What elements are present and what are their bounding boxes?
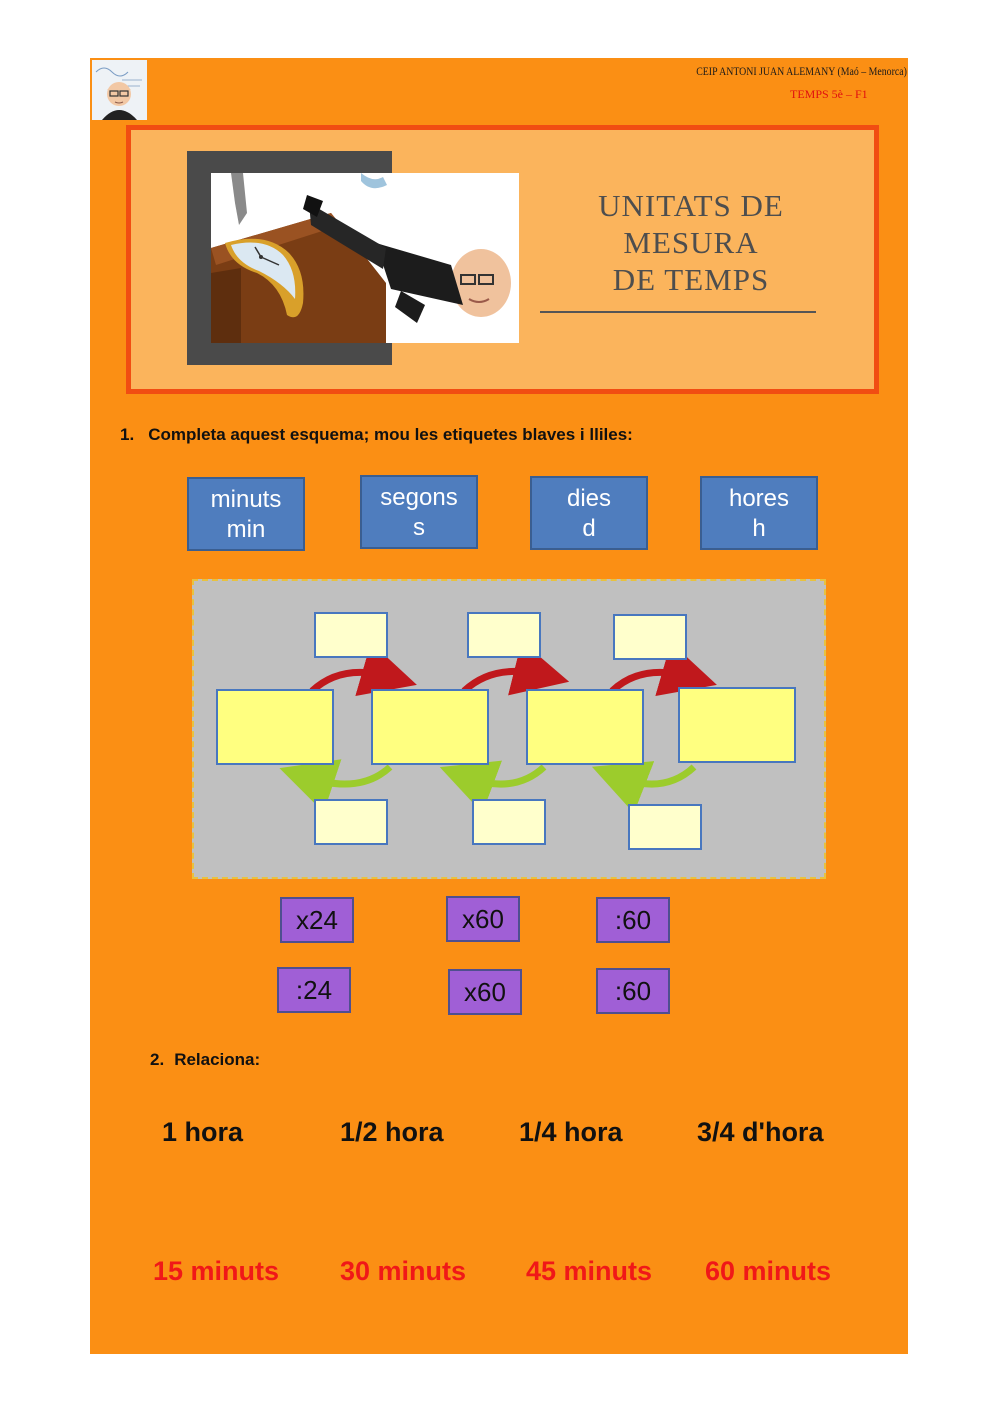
tag-segons-abbr: s xyxy=(413,514,425,541)
arrow-bottom-3-icon xyxy=(618,767,694,784)
avatar-icon xyxy=(92,60,147,120)
operator-tag-4[interactable]: :24 xyxy=(277,967,351,1013)
operator-slot-top-3[interactable] xyxy=(613,614,687,660)
melting-clock-icon xyxy=(211,173,519,343)
unit-slot-4[interactable] xyxy=(678,687,796,763)
question-2-number: 2. xyxy=(150,1050,165,1069)
tag-minuts-name: minuts xyxy=(210,486,282,513)
operator-tag-6[interactable]: :60 xyxy=(596,968,670,1014)
operator-tag-3[interactable]: :60 xyxy=(596,897,670,943)
match-hour-2[interactable]: 1/2 hora xyxy=(340,1117,444,1147)
operator-slot-top-1[interactable] xyxy=(314,612,388,658)
match-hour-1[interactable]: 1 hora xyxy=(162,1117,244,1147)
tag-segons-name: segons xyxy=(380,484,458,511)
operator-tag-5[interactable]: x60 xyxy=(448,969,522,1015)
tag-minuts-abbr: min xyxy=(226,516,266,543)
banner-title-line-1: UNITATS DE xyxy=(598,188,784,223)
conversion-scheme xyxy=(192,579,826,879)
tag-hores-abbr: h xyxy=(752,515,766,542)
question-1-text: Completa aquest esquema; mou les etiquetes blaves i lliles: xyxy=(148,425,633,444)
operator-slot-bottom-3[interactable] xyxy=(628,804,702,850)
operator-slot-bottom-2[interactable] xyxy=(472,799,546,845)
match-minutes-2[interactable]: 30 minuts xyxy=(340,1256,467,1286)
match-minutes-1[interactable]: 15 minuts xyxy=(153,1256,280,1286)
school-name: CEIP ANTONI JUAN ALEMANY (Maó – Menorca) xyxy=(696,64,907,78)
question-1 xyxy=(120,425,633,445)
tag-hores-name: hores xyxy=(728,485,790,512)
melting-clock-illustration xyxy=(211,173,519,343)
operator-slot-top-2[interactable] xyxy=(467,612,541,658)
operator-slot-bottom-1[interactable] xyxy=(314,799,388,845)
operator-tag-1[interactable]: x24 xyxy=(280,897,354,943)
worksheet-subtitle: TEMPS 5è – F1 xyxy=(790,87,868,101)
title-banner xyxy=(126,125,879,394)
match-hour-3[interactable]: 1/4 hora xyxy=(519,1117,623,1147)
match-hour-4[interactable]: 3/4 d'hora xyxy=(697,1117,824,1147)
banner-title xyxy=(531,187,851,298)
arrow-bottom-2-icon xyxy=(466,767,544,784)
tag-hores[interactable] xyxy=(700,476,818,550)
tag-dies[interactable] xyxy=(530,476,648,550)
unit-slot-1[interactable] xyxy=(216,689,334,765)
school-logo xyxy=(92,60,147,120)
banner-title-line-2: MESURA xyxy=(623,225,759,260)
question-2-text: Relaciona: xyxy=(174,1050,261,1069)
unit-slot-2[interactable] xyxy=(371,689,489,765)
tag-segons[interactable] xyxy=(360,475,478,549)
banner-title-line-3: DE TEMPS xyxy=(612,262,770,297)
question-1-number: 1. xyxy=(120,425,135,444)
banner-underline xyxy=(540,311,816,313)
unit-slot-3[interactable] xyxy=(526,689,644,765)
tag-dies-abbr: d xyxy=(582,515,596,542)
tag-dies-name: dies xyxy=(566,485,612,512)
match-minutes-3[interactable]: 45 minuts xyxy=(526,1256,653,1286)
match-minutes-4[interactable]: 60 minuts xyxy=(705,1256,832,1286)
tag-minuts[interactable] xyxy=(187,477,305,551)
question-2 xyxy=(150,1050,260,1070)
arrow-bottom-1-icon xyxy=(306,767,390,784)
operator-tag-2[interactable]: x60 xyxy=(446,896,520,942)
